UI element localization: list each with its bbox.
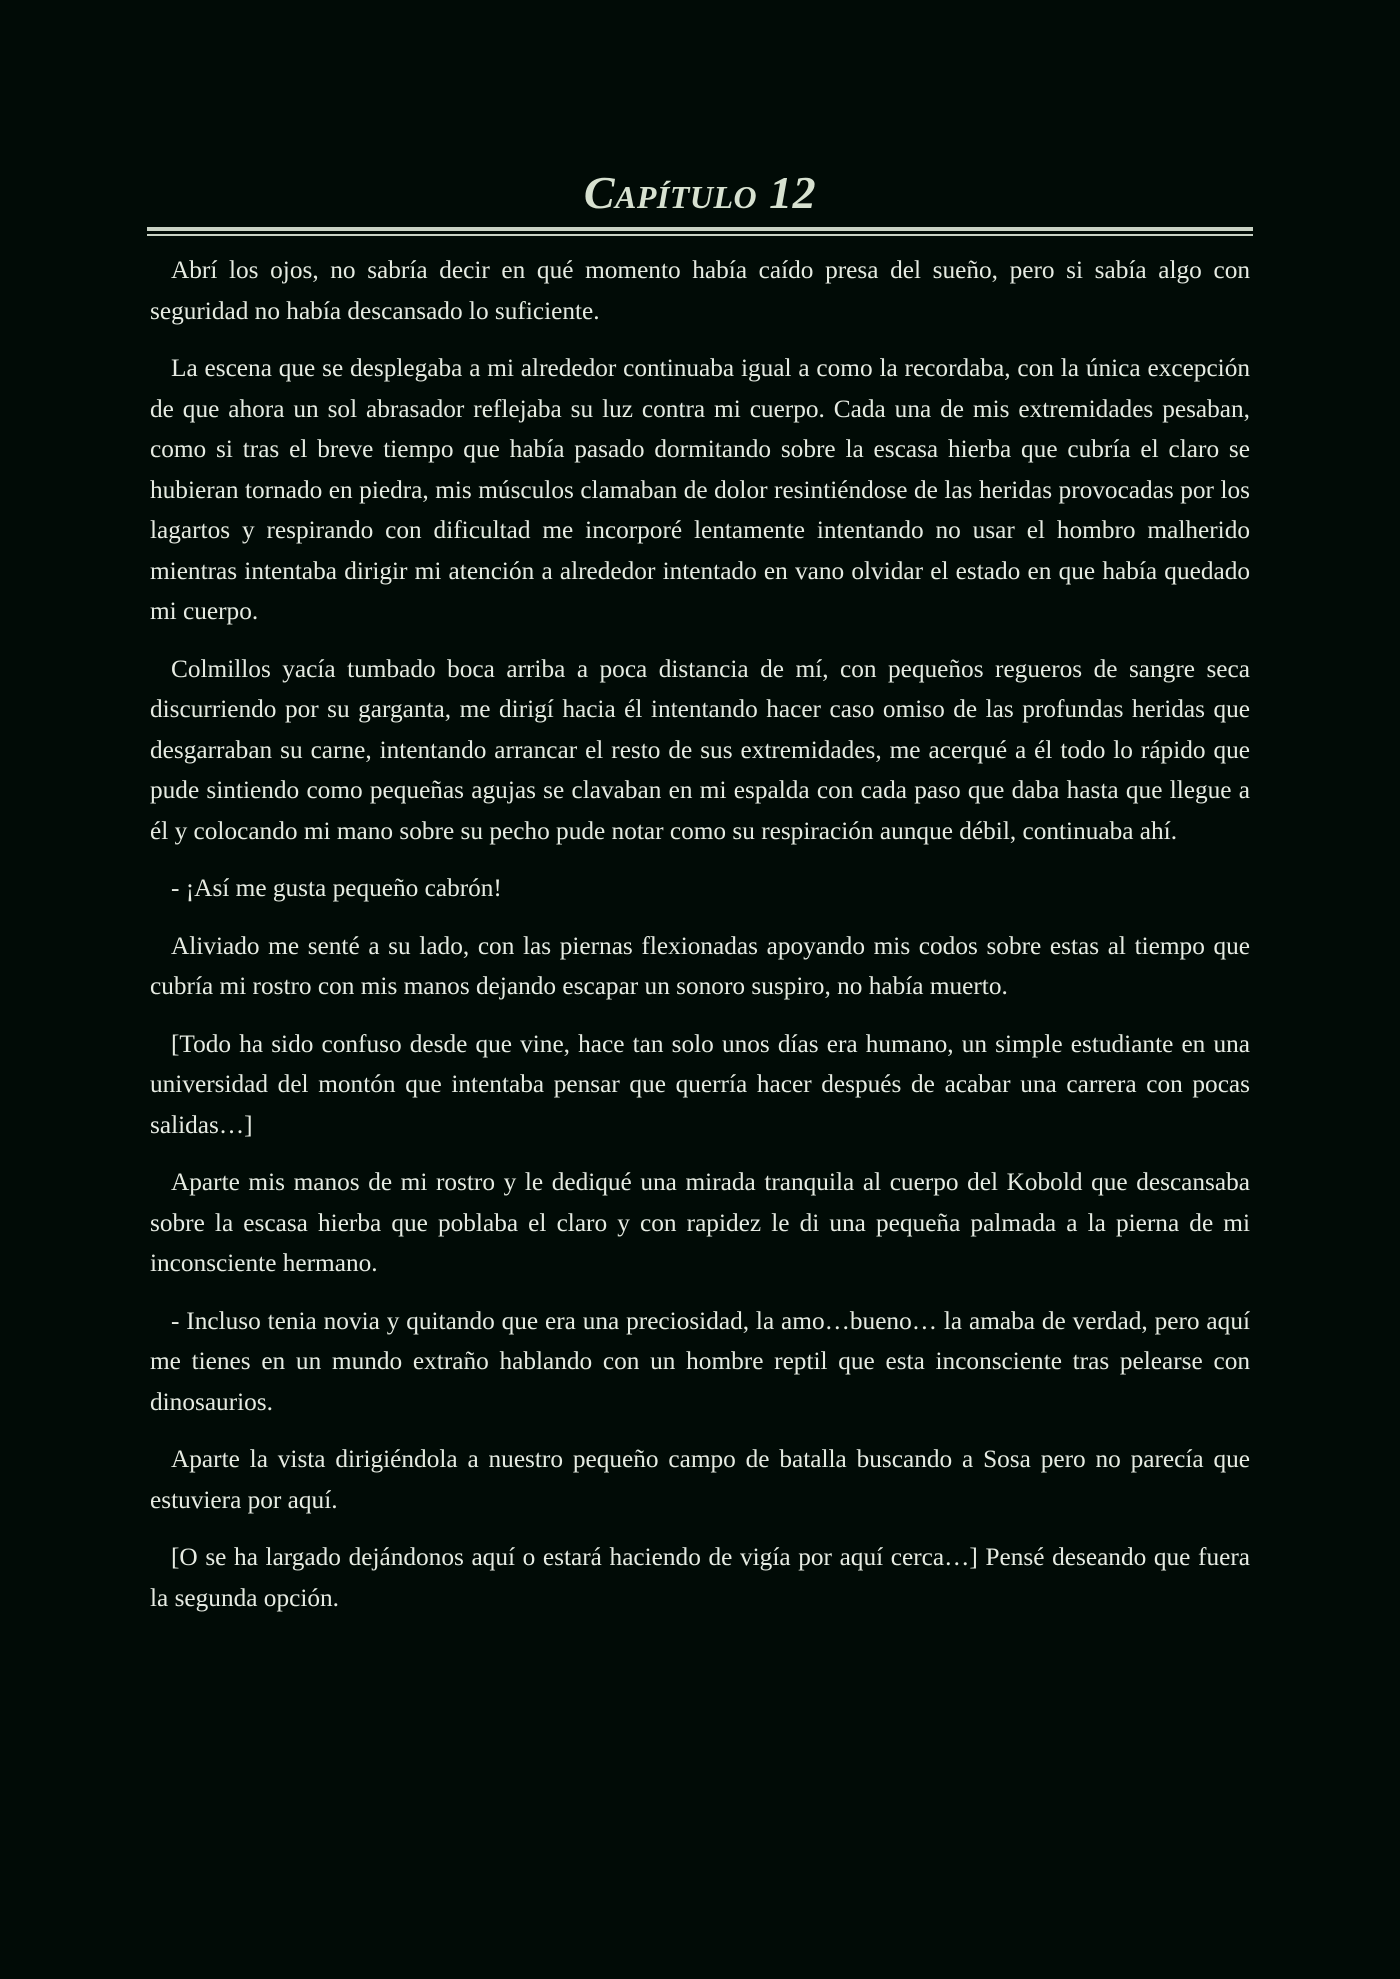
paragraph: Aliviado me senté a su lado, con las piernas flexionadas apoyando mis codos sobre estas al tiempo que cubría mi rostro con mis manos dejando escapar un sonoro suspiro, no había muerto. [150,931,1250,1000]
paragraph: La escena que se desplegaba a mi alrededor continuaba igual a como la recordaba, con la única excepción de que ahora un sol abrasador reflejaba su luz contra mi cuerpo. Cada una de mis extremidades pesaban, como si tras el breve tiempo que había pasado dormitando sobre la escasa hierba que cubría el claro se hubieran tornado en piedra, mis músculos clamaban de dolor resintiéndose de las heridas provocadas por los lagartos y respirando con dificultad me incorporé lentamente intentando no usar el hombro malherido mientras intentaba dirigir mi atención a alrededor intentado en vano olvidar el estado en que había quedado mi cuerpo. [150,354,1250,625]
paragraph: Aparte la vista dirigiéndola a nuestro pequeño campo de batalla buscando a Sosa pero no parecía que estuviera por aquí. [150,1445,1250,1514]
paragraph: Abrí los ojos, no sabría decir en qué momento había caído presa del sueño, pero si sabía algo con seguridad no había descansado lo suficiente. [150,256,1250,325]
chapter-title: Capítulo 12 [583,167,817,218]
divider-thick-line [147,227,1253,231]
chapter-body [150,250,1250,1635]
paragraph: - Incluso tenia novia y quitando que era una preciosidad, la amo…bueno… la amaba de verdad, pero aquí me tienes en un mundo extraño hablando con un hombre reptil que esta inconsciente tras pelearse con dinosaurios. [150,1306,1250,1416]
paragraph: - ¡Así me gusta pequeño cabrón! [171,874,502,902]
paragraph: [Todo ha sido confuso desde que vine, hace tan solo unos días era humano, un simple estudiante en una universidad del montón que intentaba pensar que querría hacer después de acabar una carrera con pocas salidas…] [150,1029,1250,1139]
paragraph: [O se ha largado dejándonos aquí o estará haciendo de vigía por aquí cerca…] Pensé deseando que fuera la segunda opción. [150,1543,1250,1612]
paragraph: Colmillos yacía tumbado boca arriba a poca distancia de mí, con pequeños regueros de sangre seca discurriendo por su garganta, me dirigí hacia él intentando hacer caso omiso de las profundas heridas que desgarraban su carne, intentando arrancar el resto de sus extremidades, me acerqué a él todo lo rápido que pude sintiendo como pequeñas agujas se clavaban en mi espalda con cada paso que daba hasta que llegue a él y colocando mi mano sobre su pecho pude notar como su respiración aunque débil, continuaba ahí. [150,654,1250,845]
paragraph: Aparte mis manos de mi rostro y le dediqué una mirada tranquila al cuerpo del Kobold que descansaba sobre la escasa hierba que poblaba el claro y con rapidez le di una pequeña palmada a la pierna de mi inconsciente hermano. [150,1168,1250,1277]
divider-thin-line [147,234,1253,236]
